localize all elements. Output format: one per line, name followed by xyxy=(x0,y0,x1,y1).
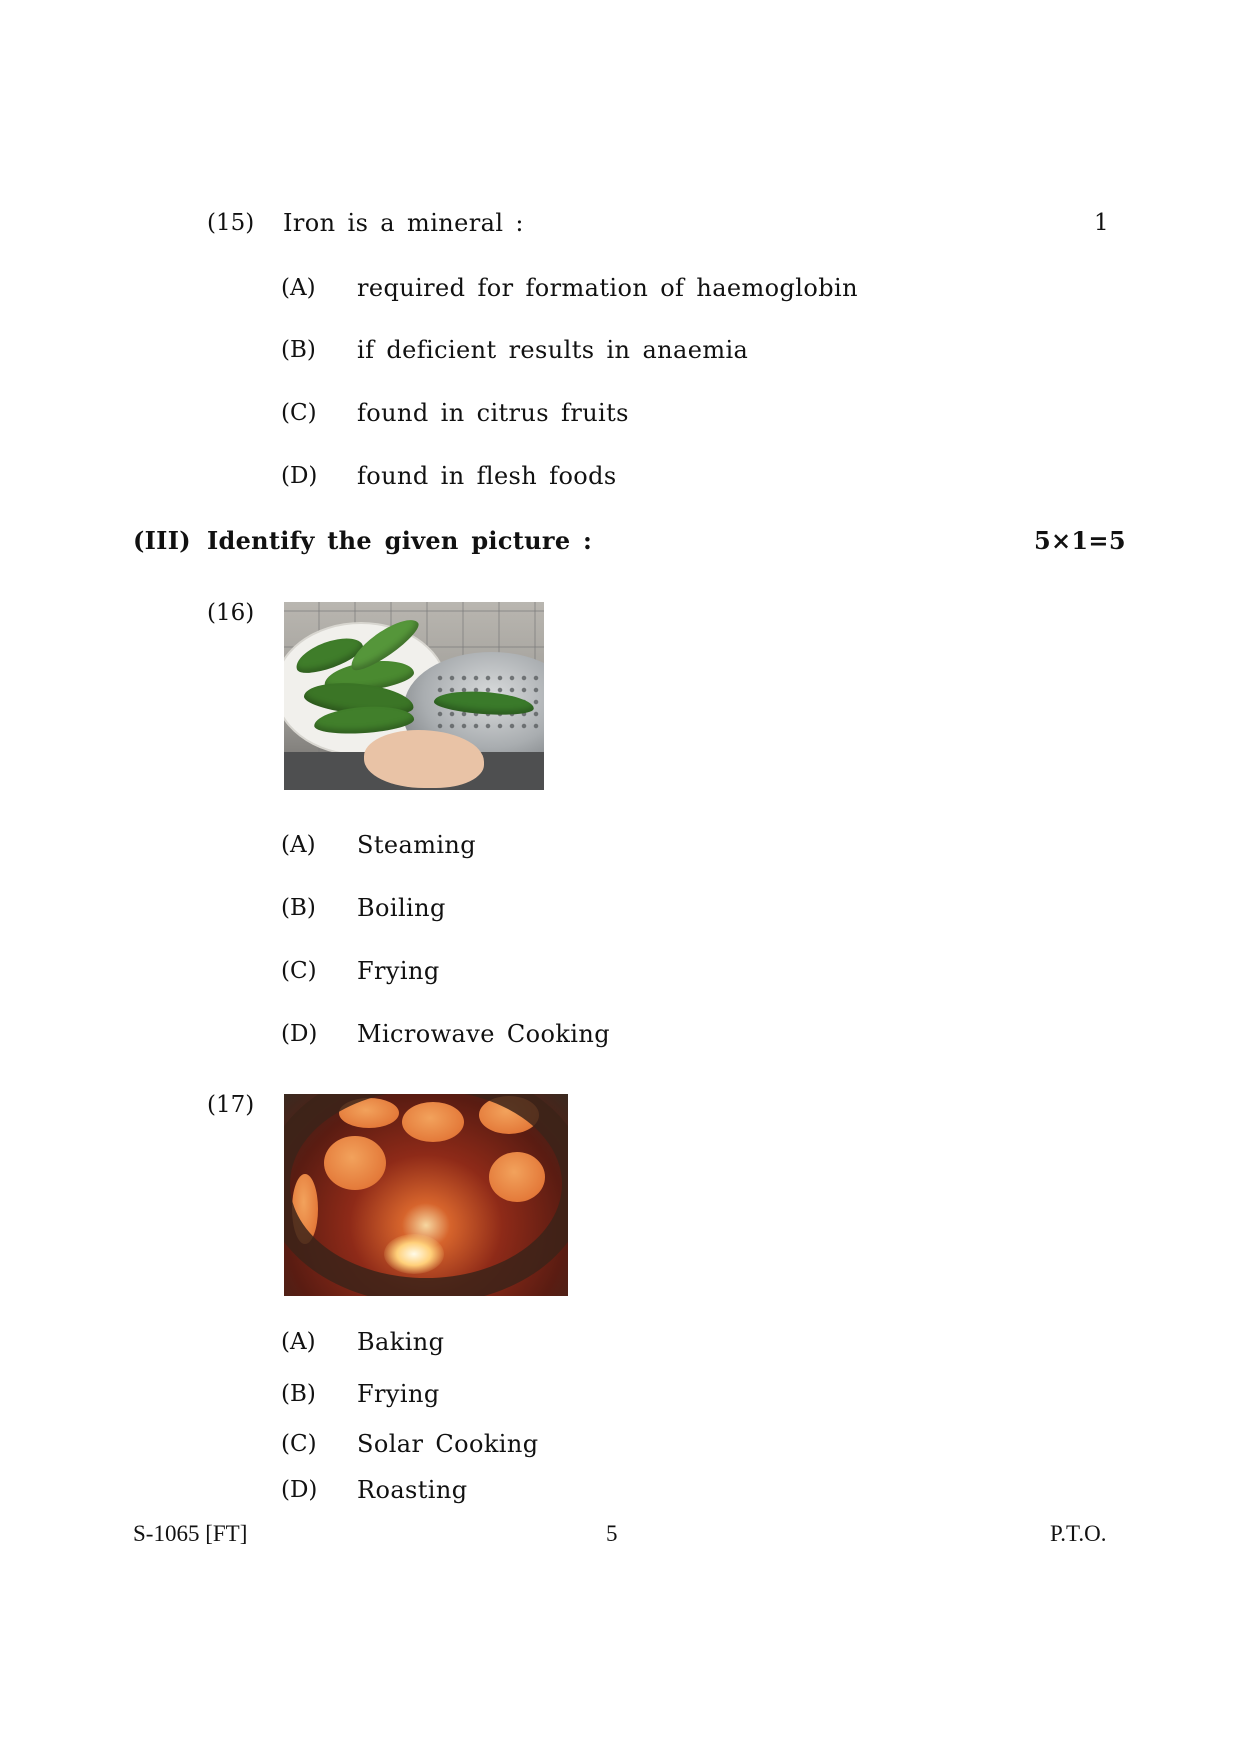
tandoor-photo xyxy=(284,1094,568,1296)
section-3-title: Identify the given picture : xyxy=(207,526,593,555)
q17-option-b-text: Frying xyxy=(357,1380,440,1408)
please-turn-over: P.T.O. xyxy=(1050,1521,1107,1546)
q16-option-d-text: Microwave Cooking xyxy=(357,1020,610,1048)
q15-option-c-letter: (C) xyxy=(281,400,317,426)
q17-option-c-text: Solar Cooking xyxy=(357,1430,539,1458)
q16-option-a-text: Steaming xyxy=(357,831,477,859)
steaming-photo xyxy=(284,602,544,790)
paper-code: S-1065 [FT] xyxy=(133,1521,248,1546)
q17-option-d-text: Roasting xyxy=(357,1476,468,1504)
q15-option-a-letter: (A) xyxy=(281,275,316,301)
q15-option-c-text: found in citrus fruits xyxy=(357,399,629,427)
q15-option-d-text: found in flesh foods xyxy=(357,462,617,490)
question-16-number: (16) xyxy=(207,600,255,626)
q17-option-a-letter: (A) xyxy=(281,1329,316,1355)
section-3-number: (III) xyxy=(133,526,191,555)
section-3-marks: 5×1=5 xyxy=(1034,526,1126,555)
question-15-marks: 1 xyxy=(1094,210,1109,236)
question-17-number: (17) xyxy=(207,1092,255,1118)
q16-option-b-letter: (B) xyxy=(281,895,316,921)
q16-option-d-letter: (D) xyxy=(281,1021,318,1047)
question-15-number: (15) xyxy=(207,210,255,236)
q15-option-b-letter: (B) xyxy=(281,337,316,363)
q17-option-c-letter: (C) xyxy=(281,1431,317,1457)
q15-option-a-text: required for formation of haemoglobin xyxy=(357,274,858,302)
q16-option-b-text: Boiling xyxy=(357,894,446,922)
q15-option-d-letter: (D) xyxy=(281,463,318,489)
q17-option-d-letter: (D) xyxy=(281,1477,318,1503)
q16-option-c-text: Frying xyxy=(357,957,440,985)
page-number: 5 xyxy=(606,1521,618,1546)
q17-option-b-letter: (B) xyxy=(281,1381,316,1407)
q17-option-a-text: Baking xyxy=(357,1328,445,1356)
q15-option-b-text: if deficient results in anaemia xyxy=(357,336,749,364)
q16-option-a-letter: (A) xyxy=(281,832,316,858)
question-15-text: Iron is a mineral : xyxy=(283,209,524,237)
q16-option-c-letter: (C) xyxy=(281,958,317,984)
